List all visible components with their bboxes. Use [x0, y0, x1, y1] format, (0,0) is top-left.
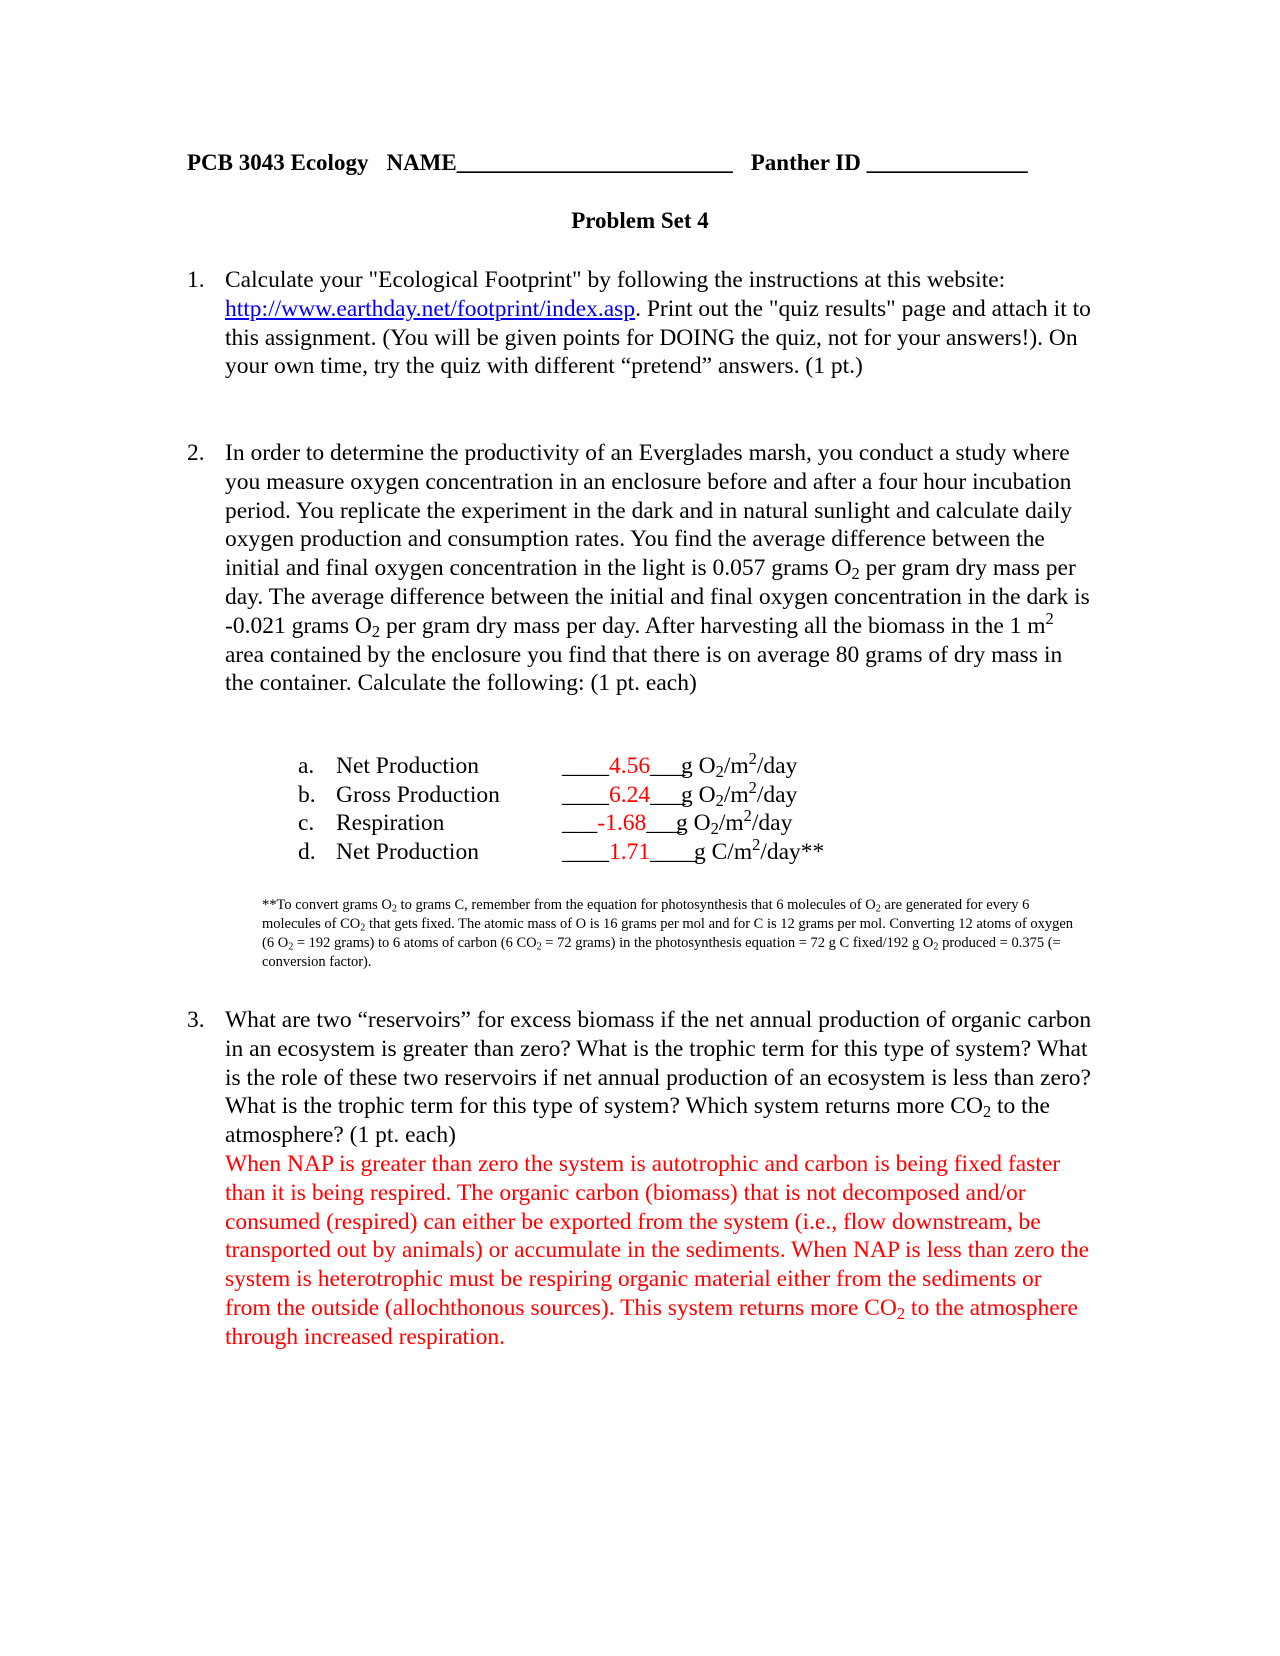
question-text: What are two “reservoirs” for excess biomass if the net annual production of organic carbon in an ecosystem is greater than zero? What is the trophic term for this type of system? What is the role of these two reservoirs if net annual production of an ecosystem is less than zero? What is the trophic term for this type of system? Which system returns more $CO_2$ to the atmosphere? (1 pt. each) When NAP is greater than zero the system is autotrophic and carbon is being fixed faster than it is being respired. The organic carbon (biomass) that is not decomposed and/or consumed (respired) can either be exported from the system (i.e., flow downstream, be transported out by animals) or accumulate in the sediments. When NAP is less than zero the system is heterotrophic must be respiring organic material either from the sediments or from the outside (allochthonous sources). This system returns more $CO_2$ to the atmosphere through increased respiration.	[225, 1007, 1092, 1350]
answer-unit: g $O_2/m^2$/day	[681, 748, 798, 782]
question-number: 3.	[187, 1007, 205, 1033]
answer-value: ___-1.68___	[562, 810, 682, 837]
panther-id-label: Panther ID	[750, 150, 861, 175]
header-line	[187, 150, 1028, 176]
document-page: PCB 3043 Ecology NAME________________________ Panther ID ______________ Problem Set 4 1. Calculate your "Ecological Footprint" by following the instructions at this website: http://www.earthday.net/footprint/index.asp. Print out the "quiz results" page and attach it to this assignment. (You will be given points for DOING the quiz, not for your answers!). On your own time, try the quiz with different “pretend” answers. (1 pt.) 2. In order to determine the productivity of an Everglades marsh, you conduct a study where you measure oxygen concentration in an enclosure before and after a four hour incubation period. You replicate the experiment in the dark and in natural sunlight and calculate daily oxygen production and consumption rates. You find the average difference between the initial and final oxygen concentration in the light is 0.057 grams $O_2$ per gram dry mass per day. The average difference between the initial and final oxygen concentration in the dark is -0.021 grams $O_2$ per gram dry mass per day. After harvesting all the biomass in the 1 $m^2$ area contained by the enclosure you find that there is on average 80 grams of dry mass in the container. Calculate the following: (1 pt. each) a. Net Production ____4.56___ g $O_2/m^2$/day b. Gross Production ____6.24___ g $O_2/m^2$/day c. Respiration ___-1.68___ g $O_2/m^2$/day d. Net Production ____1.71____ g $C/m^2/day**$ **To convert grams $O_2$ to grams C, remember from the equation for photosynthesis that 6 molecules of $O_2$ are generated for every 6 molecules of $CO_2$ that gets fixed. The atomic mass of O is 16 grams per mol and for C is 12 grams per mol. Converting 12 atoms of oxygen (6 $O_2 = 192$ grams) to 6 atoms of carbon (6 $CO_2 = 72$ grams) in the photosynthesis equation = 72 g C fixed/192 g $O_2$ produced = 0.375 (= conversion factor). 3. What are two “reservoirs” for excess biomass if the net annual production of organic carbon in an ecosystem is greater than zero? What is the trophic term for this type of system? What is the role of these two reservoirs if net annual production of an ecosystem is less than zero? What is the trophic term for this type of system? Which system returns more $CO_2$ to the atmosphere? (1 pt. each) When NAP is greater than zero the system is autotrophic and carbon is being fixed faster than it is being respired. The organic carbon (biomass) that is not decomposed and/or consumed (respired) can either be exported from the system (i.e., flow downstream, be transported out by animals) or accumulate in the sediments. When NAP is less than zero the system is heterotrophic must be respiring organic material either from the sediments or from the outside (allochthonous sources). This system returns more $CO_2$ to the atmosphere through increased respiration.	[0, 0, 1280, 1656]
question-number: 1.	[187, 267, 205, 293]
name-label: NAME	[386, 150, 457, 175]
answer-label: Gross Production	[336, 781, 500, 808]
name-blank: ________________________	[456, 150, 733, 175]
footprint-link[interactable]: http://www.earthday.net/footprint/index.asp	[225, 295, 636, 322]
answer-value: ____6.24___	[562, 781, 686, 808]
answer-unit: g $C/m^2/day**$	[694, 834, 825, 865]
question-3	[187, 1006, 1092, 1352]
answer-label: Respiration	[336, 810, 445, 837]
answer-unit: g $O_2/m^2$/day	[681, 777, 798, 810]
panther-id-blank: ______________	[866, 150, 1028, 175]
conversion-footnote: **To convert grams $O_2$ to grams C, remember from the equation for photosynthesis that 6 molecules of $O_2$ are generated for every 6 molecules of $CO_2$ that gets fixed. The atomic mass of O is 16 grams per mol and for C is 12 grams per mol. Converting 12 atoms of oxygen (6 $O_2 = 192$ grams) to 6 atoms of carbon (6 $CO_2 = 72$ grams) in the photosynthesis equation = 72 g C fixed/192 g $O_2$ produced = 0.375 (= conversion factor).	[262, 897, 1074, 970]
course-title: PCB 3043 Ecology	[187, 150, 369, 175]
answer-value: ____4.56___	[562, 753, 686, 779]
question-2	[187, 439, 1092, 698]
question-text: Calculate your "Ecological Footprint" by following the instructions at this website: http://www.earthday.net/footprint/index.asp. Print out the "quiz results" page and attach it to this assignment. (You will be given points for DOING the quiz, not for your answers!). On your own time, try the quiz with different “pretend” answers. (1 pt.)	[225, 267, 1091, 380]
answer-label: Net Production	[336, 838, 479, 865]
question-number: 2.	[187, 440, 205, 466]
answer-label: Net Production	[336, 753, 479, 779]
problem-set-title: Problem Set 4	[571, 208, 709, 233]
question-1	[187, 266, 1092, 381]
answer-unit: g $O_2/m^2$/day	[676, 806, 793, 839]
answer-value: ____1.71____	[562, 838, 698, 865]
question-text: In order to determine the productivity of an Everglades marsh, you conduct a study where you measure oxygen concentration in an enclosure before and after a four hour incubation period. You replicate the experiment in the dark and in natural sunlight and calculate daily oxygen production and consumption rates. You find the average difference between the initial and final oxygen concentration in the light is 0.057 grams $O_2$ per gram dry mass per day. The average difference between the initial and final oxygen concentration in the dark is -0.021 grams $O_2$ per gram dry mass per day. After harvesting all the biomass in the 1 $m^2$ area contained by the enclosure you find that there is on average 80 grams of dry mass in the container. Calculate the following: (1 pt. each)	[225, 440, 1090, 697]
question-3-answer: When NAP is greater than zero the system is autotrophic and carbon is being fixed faster than it is being respired. The organic carbon (biomass) that is not decomposed and/or consumed (respired) can either be exported from the system (i.e., flow downstream, be transported out by animals) or accumulate in the sediments. When NAP is less than zero the system is heterotrophic must be respiring organic material either from the sediments or from the outside (allochthonous sources). This system returns more $CO_2$ to the atmosphere through increased respiration.	[225, 1150, 1090, 1350]
